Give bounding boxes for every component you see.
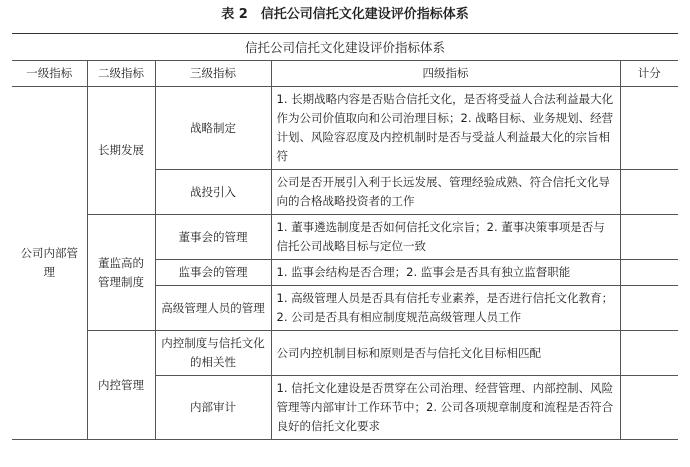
level3-cell: 监事会的管理 xyxy=(155,260,271,286)
level3-cell: 董事会的管理 xyxy=(155,215,271,260)
table-row xyxy=(12,331,678,376)
level4-cell: 公司内控机制目标和原则是否与信托文化目标相匹配 xyxy=(271,331,620,376)
level3-cell: 内控制度与信托文化的相关性 xyxy=(155,331,271,376)
header-level2: 二级指标 xyxy=(87,61,155,87)
score-cell xyxy=(620,87,678,170)
header-level3: 三级指标 xyxy=(155,61,271,87)
score-cell xyxy=(620,331,678,376)
level4-cell: 1. 董事遴选制度是否如何信托文化宗旨；2. 董事决策事项是否与信托公司战略目标与定位一致 xyxy=(271,215,620,260)
score-cell xyxy=(620,170,678,215)
level4-cell: 1. 高级管理人员是否具有信托专业素养，是否进行信托文化教育；2. 公司是否具有相应制度规范高级管理人员工作 xyxy=(271,286,620,331)
indicator-table xyxy=(12,60,678,440)
level3-cell: 内部审计 xyxy=(155,376,271,440)
table-title: 信托公司信托文化建设评价指标体系 xyxy=(12,33,678,61)
table-caption: 表 2 信托公司信托文化建设评价指标体系 xyxy=(221,7,469,22)
level3-cell: 高级管理人员的管理 xyxy=(155,286,271,331)
group-long-term: 长期发展 xyxy=(87,87,155,215)
score-cell xyxy=(620,215,678,260)
level4-cell: 1. 信托文化建设是否贯穿在公司治理、经营管理、内部控制、风险管理等内部审计工作环节中；2. 公司各项规章制度和流程是否符合良好的信托文化要求 xyxy=(271,376,620,440)
group-internal-control: 内控管理 xyxy=(87,331,155,440)
header-level1: 一级指标 xyxy=(12,61,87,87)
level3-cell: 战略制定 xyxy=(155,87,271,170)
score-cell xyxy=(620,286,678,331)
level4-cell: 1. 监事会结构是否合理；2. 监事会是否具有独立监督职能 xyxy=(271,260,620,286)
group-board: 董监高的管理制度 xyxy=(87,215,155,331)
level4-cell: 公司是否开展引入利于长远发展、管理经验成熟、符合信托文化导向的合格战略投资者的工作 xyxy=(271,170,620,215)
header-score: 计分 xyxy=(620,61,678,87)
level3-cell: 战投引入 xyxy=(155,170,271,215)
table-header-row xyxy=(12,61,678,87)
header-level4: 四级指标 xyxy=(271,61,620,87)
level1-cell: 公司内部管理 xyxy=(12,87,87,440)
score-cell xyxy=(620,260,678,286)
level4-cell: 1. 长期战略内容是否贴合信托文化，是否将受益人合法利益最大化作为公司价值取向和公司治理目标；2. 战略目标、业务规划、经营计划、风险容忍度及内控机制时是否与受益人利益最大化的宗旨相符 xyxy=(271,87,620,170)
score-cell xyxy=(620,376,678,440)
table-row xyxy=(12,87,678,170)
table-row xyxy=(12,215,678,260)
